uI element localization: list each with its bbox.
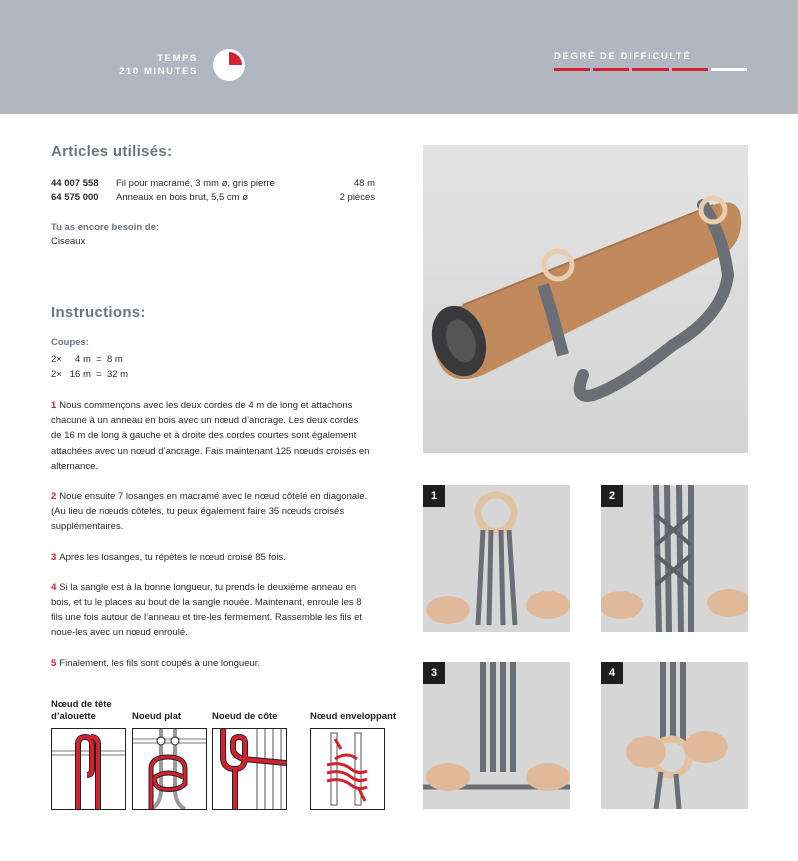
step-badge: 4: [601, 662, 623, 684]
step-text: Finalement, les fils sont coupés à une longueur.: [59, 657, 260, 669]
step-text: Si la sangle est à la bonne longueur, tu prends le deuxième anneau en bois, et tu le places au bout de la sangle nouée. Maintenant, enroule les 8 fils une fois autour de l’anneau et tire-les fermement. Rassemble les fils et noue-les avec un nœud enroulé.: [51, 581, 363, 639]
time-value: 210 MINUTES: [119, 66, 198, 77]
difficulty-segment: [593, 68, 629, 71]
materials-list: [51, 177, 375, 205]
step-number: 4: [51, 581, 57, 593]
step-item: [51, 489, 371, 535]
difficulty-segment: [632, 68, 668, 71]
step-number: 2: [51, 491, 57, 503]
difficulty-segment: [554, 68, 590, 71]
step-badge: 2: [601, 485, 623, 507]
list-item: [51, 177, 375, 191]
item-description: Anneaux en bois brut, 5,5 cm ø: [116, 192, 249, 203]
step-photo-4: [601, 662, 748, 809]
step-photo-2: [601, 485, 748, 632]
step-number: 5: [51, 657, 57, 669]
step-text: Noue ensuite 7 losanges en macramé avec le nœud côtelé en diagonale. (Au lieu de nœuds côtelés, tu peux également faire 35 nœuds croisés supplémentaires.: [51, 491, 368, 533]
step-number: 3: [51, 551, 57, 563]
needs-title: Tu as encore besoin de:: [51, 222, 160, 233]
item-quantity: 48 m: [353, 178, 375, 189]
step-photo-1: [423, 485, 570, 632]
step-badge: 1: [423, 485, 445, 507]
knot-label-square: Noeud plat: [132, 711, 182, 722]
knot-label-half-hitch: Noeud de côte: [212, 711, 278, 722]
step-text: Après les losanges, tu répètes le nœud croisé 85 fois.: [59, 551, 286, 563]
item-number: 64 575 000: [51, 192, 99, 203]
difficulty-label: DEGRÉ DE DIFFICULTÉ: [554, 51, 692, 62]
step-photo-3: [423, 662, 570, 809]
difficulty-meter: [554, 68, 747, 71]
step-item: [51, 656, 371, 671]
wrapping-knot-icon: [310, 728, 385, 810]
knot-label-wrapping: Nœud enveloppant: [310, 711, 397, 722]
step-text: Nous commençons avec les deux cordes de 4 m de long et attachons chacune à un anneau en bois avec un nœud d’ancrage. Les deux cordes de 16 m de long à gauche et à droite des cordes courtes sont également attachées avec un nœud d’ancrage. Fais maintenant 125 nœuds croisés en alternance.: [51, 400, 370, 472]
square-knot-icon: [132, 728, 207, 810]
item-number: 44 007 558: [51, 178, 99, 189]
cut-line: 2× 4 m = 8 m: [51, 354, 123, 365]
materials-title: Articles utilisés:: [51, 143, 173, 160]
item-description: Fil pour macramé, 3 mm ø, gris pierre: [116, 178, 275, 189]
main-photo: [423, 145, 748, 453]
knot-label-lark-head: Nœud de tête d’alouette: [51, 699, 112, 722]
step-item: [51, 550, 371, 565]
difficulty-segment: [711, 68, 747, 71]
instructions-title: Instructions:: [51, 304, 146, 321]
cuts-title: Coupes:: [51, 337, 89, 348]
list-item: [51, 191, 375, 205]
cut-line: 2× 16 m = 32 m: [51, 369, 129, 380]
cuts-list: [51, 352, 128, 382]
half-hitch-knot-icon: [212, 728, 287, 810]
step-badge: 3: [423, 662, 445, 684]
steps-list: [51, 398, 371, 686]
step-number: 1: [51, 400, 57, 411]
step-item: [51, 398, 371, 474]
time-block: [119, 52, 198, 78]
item-quantity: 2 pièces: [339, 192, 375, 203]
clock-icon: [212, 48, 246, 82]
step-item: [51, 580, 371, 641]
difficulty-segment: [672, 68, 708, 71]
time-label: TEMPS: [157, 53, 198, 64]
lark-head-knot-icon: [51, 728, 126, 810]
header-band: [0, 0, 798, 114]
needs-value: Ciseaux: [51, 236, 86, 247]
